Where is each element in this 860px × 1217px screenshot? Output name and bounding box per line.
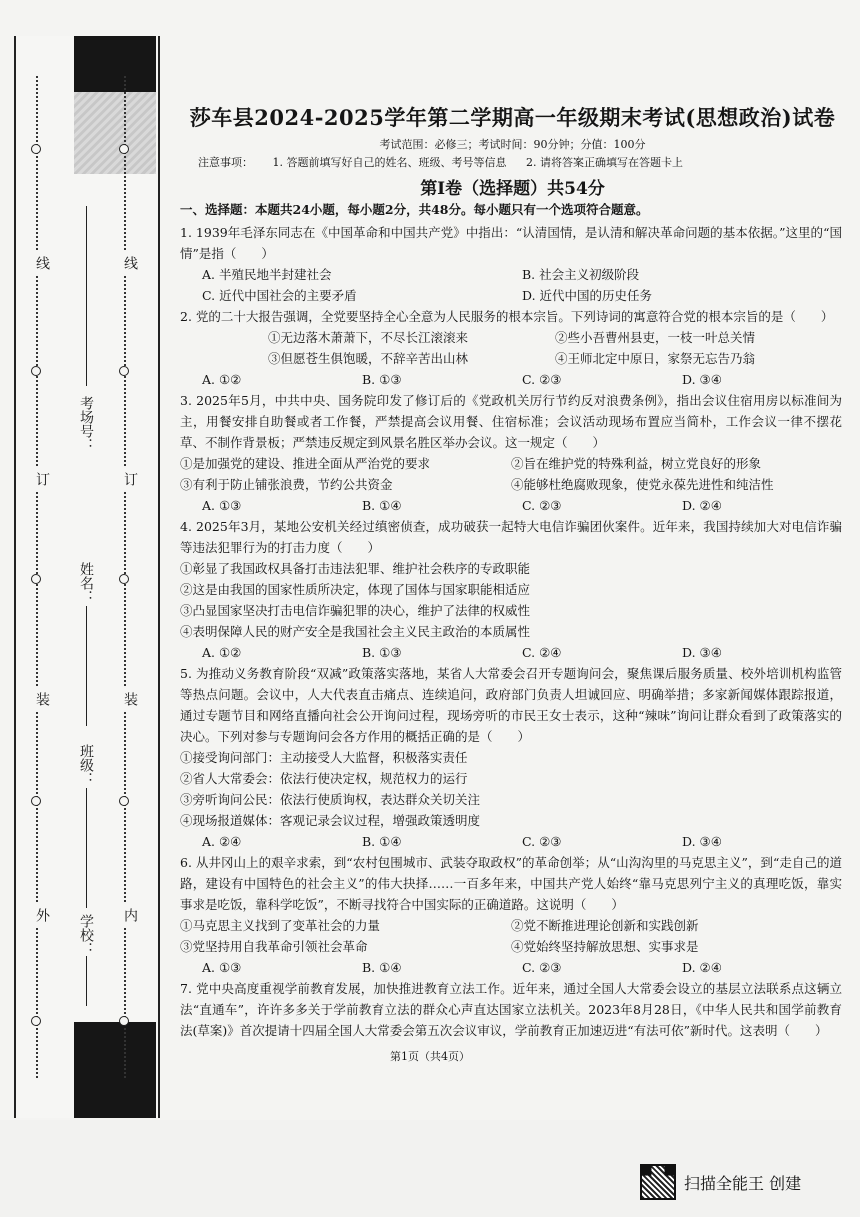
binding-hole-icon xyxy=(119,366,129,376)
statement-3: ③有利于防止铺张浪费，节约公共资金 xyxy=(180,477,393,492)
statement-2: ②旨在维护党的特殊利益，树立党良好的形象 xyxy=(511,456,762,471)
question-5-stem: 5. 为推动义务教育阶段“双减”政策落实落地，某省人大常委会召开专题询问会，聚焦课后服务质量、校外培训机构监管等热点问题。会议中，人大代表直击痛点、连续追问，政府部门负责人坦诚回应、明确举措；多家新闻媒体跟踪报道，通过专题节目和网络直播向社会公开询问过程，现场旁听的市民王女士表示，这种“辣味”询问让群众看到了政策落实的决心。下列对参与专题询问会各方作用的概括正确的是（ ） xyxy=(180,666,842,744)
exam-title: 莎车县2024-2025学年第二学期高一年级期末考试(思想政治)试卷 xyxy=(189,105,836,130)
statement-3: ③凸显国家坚决打击电信诈骗犯罪的决心，维护了法律的权威性 xyxy=(180,603,531,618)
class-field[interactable] xyxy=(86,788,87,908)
question-3-options xyxy=(180,495,842,516)
section-title: 一、选择题：本题共24小题，每小题2分，共48分。每小题只有一个选项符合题意。 xyxy=(180,202,649,217)
inner-label-line: 线 xyxy=(120,252,140,274)
option-a: A. ②④ xyxy=(202,834,242,849)
statement-4: ④党始终坚持解放思想、实事求是 xyxy=(511,939,699,954)
statement-4: ④王师北定中原日，家祭无忘告乃翁 xyxy=(555,351,756,366)
binding-hole-icon xyxy=(119,796,129,806)
option-d: D. 近代中国的历史任务 xyxy=(522,288,653,303)
option-b: B. ①③ xyxy=(362,645,402,660)
option-c: C. ②③ xyxy=(522,372,562,387)
statement-1: ①无边落木萧萧下，不尽长江滚滚来 xyxy=(268,330,469,345)
statement-1: ①彰显了我国政权具备打击违法犯罪、维护社会秩序的专政职能 xyxy=(180,561,531,576)
watermark-text: 扫描全能王 创建 xyxy=(684,1173,802,1193)
option-a: A. 半殖民地半封建社会 xyxy=(202,267,332,282)
option-b: B. ①④ xyxy=(362,834,402,849)
binding-dark-block-top xyxy=(74,36,156,92)
statement-4: ④表明保障人民的财产安全是我国社会主义民主政治的本质属性 xyxy=(180,624,531,639)
statement-3: ③旁听询问公民：依法行使质询权，表达群众关切关注 xyxy=(180,792,481,807)
option-d: D. ②④ xyxy=(682,498,722,513)
option-d: D. ③④ xyxy=(682,834,722,849)
exam-room-field-label: 考场号： xyxy=(78,396,94,452)
question-1-stem: 1. 1939年毛泽东同志在《中国革命和中国共产党》中指出：“认清国情，是认清和解决革命问题的基本依据。”这里的“国情”是指（ ） xyxy=(180,225,842,261)
binding-hole-icon xyxy=(31,796,41,806)
binding-hole-icon xyxy=(31,574,41,584)
question-2-statements xyxy=(180,327,842,369)
question-4 xyxy=(180,516,842,663)
page-number: 第1页（共4页） xyxy=(390,1050,470,1063)
binding-shaded-block xyxy=(74,92,156,174)
binding-hole-icon xyxy=(31,1016,41,1026)
option-a: A. ①② xyxy=(202,645,242,660)
statement-4: ④现场报道媒体：客观记录会议过程，增强政策透明度 xyxy=(180,813,481,828)
outer-label-line: 线 xyxy=(32,252,52,274)
option-b: B. ①④ xyxy=(362,498,402,513)
question-2-options xyxy=(180,369,842,390)
statement-3: ③党坚持用自我革命引领社会革命 xyxy=(180,939,368,954)
notice-label: 注意事项： xyxy=(198,156,253,169)
question-7-stem: 7. 党中央高度重视学前教育发展，加快推进教育立法工作。近年来，通过全国人大常委会设立的基层立法联系点这辆立法“直通车”，许许多多关于学前教育立法的群众心声直达国家立法机关。2023年8月28日，《中华人民共和国学前教育法(草案)》首次提请十四届全国人大常委会第五次会议审议，学前教育正加速迈进“有法可依”新时代。这表明（ ） xyxy=(180,981,842,1038)
question-list xyxy=(180,222,842,1041)
scanner-watermark xyxy=(640,1162,801,1202)
option-b: B. 社会主义初级阶段 xyxy=(522,267,640,282)
binding-hole-icon xyxy=(119,1016,129,1026)
name-field-label: 姓名： xyxy=(78,562,94,604)
notice-item-2: 2. 请将答案正确填写在答题卡上 xyxy=(526,156,683,169)
question-3-stem: 3. 2025年5月，中共中央、国务院印发了修订后的《党政机关厉行节约反对浪费条例》，指出会议住宿用房以标准间为主，用餐安排自助餐或者工作餐，严禁提高会议用餐、住宿标准；会议活动现场布置应当简朴，工作会议一律不摆花草、不制作背景板；严禁违反规定到风景名胜区举办会议。这一规定（ ） xyxy=(180,393,842,450)
question-2-stem: 2. 党的二十大报告强调，全党要坚持全心全意为人民服务的根本宗旨。下列诗词的寓意符合党的根本宗旨的是（ ） xyxy=(180,309,834,324)
exam-room-field[interactable] xyxy=(86,206,87,386)
option-c: C. ②③ xyxy=(522,960,562,975)
statement-1: ①接受询问部门：主动接受人大监督，积极落实责任 xyxy=(180,750,468,765)
option-c: C. ②③ xyxy=(522,498,562,513)
statement-2: ②这是由我国的国家性质所决定，体现了国体与国家职能相适应 xyxy=(180,582,531,597)
question-4-stem: 4. 2025年3月，某地公安机关经过缜密侦查，成功破获一起特大电信诈骗团伙案件。近年来，我国持续加大对电信诈骗等违法犯罪行为的打击力度（ ） xyxy=(180,519,842,555)
statement-2: ②些小吾曹州县吏，一枝一叶总关情 xyxy=(555,330,756,345)
outer-label-bind: 装 xyxy=(32,688,52,710)
option-d: D. ③④ xyxy=(682,645,722,660)
binding-hole-icon xyxy=(31,144,41,154)
question-5 xyxy=(180,663,842,852)
option-b: B. ①③ xyxy=(362,372,402,387)
option-c: C. 近代中国社会的主要矛盾 xyxy=(202,288,357,303)
option-c: C. ②④ xyxy=(522,645,562,660)
question-2 xyxy=(180,306,842,390)
exam-notice xyxy=(198,154,699,170)
statement-2: ②党不断推进理论创新和实践创新 xyxy=(511,918,699,933)
question-5-options xyxy=(180,831,842,852)
binding-hole-icon xyxy=(119,144,129,154)
school-field[interactable] xyxy=(86,956,87,1006)
option-d: D. ②④ xyxy=(682,960,722,975)
question-6-statements xyxy=(180,915,842,957)
exam-info: 考试范围：必修三；考试时间：90分钟；分值：100分 xyxy=(379,138,646,151)
option-b: B. ①④ xyxy=(362,960,402,975)
question-7 xyxy=(180,978,842,1041)
part-title: 第I卷（选择题）共54分 xyxy=(420,179,605,199)
qr-code-icon xyxy=(640,1164,676,1200)
binding-hole-icon xyxy=(31,366,41,376)
option-a: A. ①② xyxy=(202,372,242,387)
statement-1: ①是加强党的建设、推进全面从严治党的要求 xyxy=(180,456,431,471)
option-a: A. ①③ xyxy=(202,498,242,513)
statement-4: ④能够杜绝腐败现象，使党永葆先进性和纯洁性 xyxy=(511,477,774,492)
binding-dark-block-bottom xyxy=(74,1022,156,1118)
class-field-label: 班级： xyxy=(78,744,94,786)
statement-1: ①马克思主义找到了变革社会的力量 xyxy=(180,918,381,933)
binding-strip xyxy=(14,36,160,1118)
question-4-options xyxy=(180,642,842,663)
inner-label-bind: 装 xyxy=(120,688,140,710)
option-d: D. ③④ xyxy=(682,372,722,387)
question-3-statements xyxy=(180,453,842,495)
question-1 xyxy=(180,222,842,306)
question-6-stem: 6. 从井冈山上的艰辛求索，到“农村包围城市、武装夺取政权”的革命创举；从“山沟沟里的马克思主义”，到“走自己的道路，建设有中国特色的社会主义”的伟大抉择……一百多年来，中国共产党人始终“靠马克思列宁主义的真理吃饭，靠实事求是吃饭，靠科学吃饭”，不断寻找符合中国实际的正确道路。这说明（ ） xyxy=(180,855,842,912)
inner-label-order: 订 xyxy=(120,468,140,490)
outer-label-order: 订 xyxy=(32,468,52,490)
school-field-label: 学校： xyxy=(78,914,94,956)
question-1-options xyxy=(180,264,842,306)
option-a: A. ①③ xyxy=(202,960,242,975)
statement-2: ②省人大常委会：依法行使决定权，规范权力的运行 xyxy=(180,771,468,786)
binding-hole-icon xyxy=(119,574,129,584)
notice-item-1: 1. 答题前填写好自己的姓名、班级、考号等信息 xyxy=(272,156,507,169)
question-6-options xyxy=(180,957,842,978)
outer-label-outside: 外 xyxy=(32,904,52,926)
inner-label-inside: 内 xyxy=(120,904,140,926)
statement-3: ③但愿苍生俱饱暖，不辞辛苦出山林 xyxy=(268,351,469,366)
option-c: C. ②③ xyxy=(522,834,562,849)
name-field[interactable] xyxy=(86,606,87,726)
question-6 xyxy=(180,852,842,978)
question-3 xyxy=(180,390,842,516)
